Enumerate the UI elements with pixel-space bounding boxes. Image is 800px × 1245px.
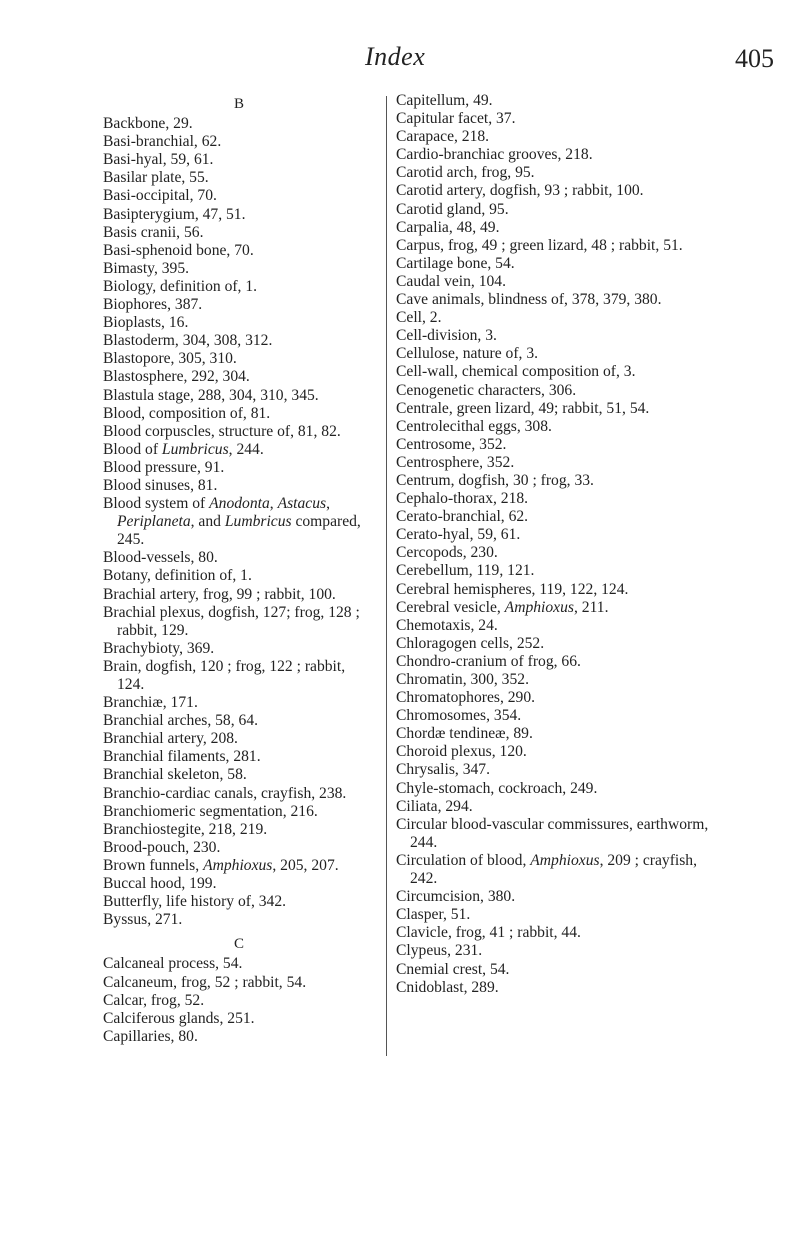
index-entry: Brachybioty, 369.	[103, 639, 215, 657]
index-entry: Blood system of Anodonta, Astacus, Periplaneta, and Lumbricus compared, 245.	[103, 495, 361, 549]
index-entry: Cell, 2.	[396, 309, 442, 327]
index-entry: Byssus, 271.	[103, 911, 183, 929]
right-column	[396, 92, 716, 997]
index-entry: Branchiostegite, 218, 219.	[103, 820, 268, 838]
index-entry: Chemotaxis, 24.	[396, 616, 498, 634]
index-entry: Choroid plexus, 120.	[396, 743, 527, 761]
index-entry: Chromatin, 300, 352.	[396, 671, 529, 688]
index-entry: Carpalia, 48, 49.	[396, 218, 500, 236]
index-entry: Blood pressure, 91.	[103, 458, 225, 476]
page-header	[0, 42, 800, 82]
index-entry: Brown funnels, Amphioxus, 205, 207.	[103, 856, 339, 874]
index-entry: Circumcision, 380.	[396, 888, 516, 906]
index-entry: Calcaneum, frog, 52 ; rabbit, 54.	[103, 973, 307, 991]
index-entry: Branchial artery, 208.	[103, 730, 238, 748]
index-entry: Clypeus, 231.	[396, 942, 483, 960]
index-entry: Capitular facet, 37.	[396, 110, 516, 128]
index-entry: Backbone, 29.	[103, 115, 193, 133]
index-entry: Cerebral hemispheres, 119, 122, 124.	[396, 580, 629, 598]
index-entry: Clavicle, frog, 41 ; rabbit, 44.	[396, 924, 581, 942]
index-entry: Branchial skeleton, 58.	[103, 766, 247, 784]
index-entry: Cephalo-thorax, 218.	[396, 490, 529, 508]
index-entry: Basis cranii, 56.	[103, 223, 204, 241]
index-entry: Bioplasts, 16.	[103, 314, 189, 332]
index-entry: Chordæ tendineæ, 89.	[396, 725, 533, 743]
index-entry: Basi-sphenoid bone, 70.	[103, 241, 254, 259]
index-entry: Cell-wall, chemical composition of, 3.	[396, 363, 636, 381]
index-entry: Brain, dogfish, 120 ; frog, 122 ; rabbit, 124.	[103, 657, 346, 693]
index-entry: Branchial arches, 58, 64.	[103, 712, 259, 730]
index-entry: Calciferous glands, 251.	[103, 1009, 255, 1027]
index-entry: Cnemial crest, 54.	[396, 960, 510, 978]
index-entry: Branchio-cardiac canals, crayfish, 238.	[103, 784, 347, 802]
index-entry: Circular blood-vascular commissures, earthworm, 244.	[396, 815, 709, 851]
index-entry: Blastosphere, 292, 304.	[103, 368, 250, 386]
index-entry: Carotid arch, frog, 95.	[396, 164, 535, 182]
index-entry: Capillaries, 80.	[103, 1027, 198, 1045]
index-entry: Capitellum, 49.	[396, 92, 493, 109]
index-entry: Ciliata, 294.	[396, 797, 473, 815]
index-entry: Blastoderm, 304, 308, 312.	[103, 332, 273, 350]
running-title: Index	[365, 42, 426, 71]
index-entry: Blastopore, 305, 310.	[103, 350, 237, 368]
index-entry: Cerebral vesicle, Amphioxus, 211.	[396, 598, 609, 616]
index-entry: Cave animals, blindness of, 378, 379, 380.	[396, 291, 662, 309]
entries-b	[103, 115, 375, 929]
index-entry: Centrolecithal eggs, 308.	[396, 417, 552, 435]
index-entry: Butterfly, life history of, 342.	[103, 893, 287, 911]
entries-right	[396, 92, 716, 997]
section-letter-c: C	[233, 936, 244, 953]
index-entry: Calcaneal process, 54.	[103, 955, 243, 973]
index-entry: Centrale, green lizard, 49; rabbit, 51, 54.	[396, 399, 650, 417]
index-entry: Blood-vessels, 80.	[103, 549, 218, 567]
index-entry: Centrum, dogfish, 30 ; frog, 33.	[396, 471, 594, 489]
index-entry: Carapace, 218.	[396, 128, 490, 146]
index-entry: Clasper, 51.	[396, 906, 471, 924]
index-entry: Cerato-hyal, 59, 61.	[396, 526, 521, 544]
index-entry: Cnidoblast, 289.	[396, 978, 499, 996]
index-entry: Chrysalis, 347.	[396, 761, 490, 779]
index-entry: Blastula stage, 288, 304, 310, 345.	[103, 386, 319, 404]
index-entry: Cardio-branchiac grooves, 218.	[396, 146, 593, 164]
index-entry: Cercopods, 230.	[396, 544, 498, 562]
index-entry: Cell-division, 3.	[396, 327, 497, 345]
section-letter-b: B	[233, 96, 244, 112]
index-entry: Brachial plexus, dogfish, 127; frog, 128 ; rabbit, 129.	[103, 603, 360, 639]
index-entry: Carpus, frog, 49 ; green lizard, 48 ; rabbit, 51.	[396, 236, 683, 254]
index-entry: Cerato-branchial, 62.	[396, 508, 529, 526]
index-entry: Branchiomeric segmentation, 216.	[103, 802, 318, 820]
index-entry: Chondro-cranium of frog, 66.	[396, 652, 581, 670]
index-entry: Branchial filaments, 281.	[103, 748, 261, 766]
index-entry: Carotid gland, 95.	[396, 200, 509, 218]
index-entry: Basi-branchial, 62.	[103, 133, 222, 151]
index-entry: Branchiæ, 171.	[103, 694, 198, 712]
index-entry: Centrosome, 352.	[396, 435, 507, 453]
entries-c	[103, 955, 375, 1045]
index-entry: Brachial artery, frog, 99 ; rabbit, 100.	[103, 585, 336, 603]
column-divider	[386, 96, 387, 1056]
index-entry: Botany, definition of, 1.	[103, 567, 252, 585]
index-entry: Circulation of blood, Amphioxus, 209 ; crayfish, 242.	[396, 851, 698, 888]
index-entry: Blood, composition of, 81.	[103, 404, 271, 422]
index-entry: Biology, definition of, 1.	[103, 277, 258, 295]
index-entry: Bimasty, 395.	[103, 259, 190, 277]
index-entry: Cenogenetic characters, 306.	[396, 381, 577, 399]
index-entry: Chromosomes, 354.	[396, 707, 522, 725]
index-entry: Blood corpuscles, structure of, 81, 82.	[103, 422, 341, 440]
index-entry: Chyle-stomach, cockroach, 249.	[396, 779, 598, 797]
index-entry: Basi-occipital, 70.	[103, 187, 217, 205]
index-entry: Buccal hood, 199.	[103, 875, 217, 893]
index-entry: Biophores, 387.	[103, 296, 203, 314]
index-entry: Basilar plate, 55.	[103, 169, 209, 187]
index-entry: Blood sinuses, 81.	[103, 476, 218, 494]
index-entry: Chromatophores, 290.	[396, 689, 536, 707]
index-entry: Calcar, frog, 52.	[103, 991, 205, 1009]
index-entry: Carotid artery, dogfish, 93 ; rabbit, 100.	[396, 182, 644, 200]
index-entry: Basi-hyal, 59, 61.	[103, 151, 214, 169]
index-entry: Chloragogen cells, 252.	[396, 634, 545, 652]
index-entry: Basipterygium, 47, 51.	[103, 205, 246, 223]
index-entry: Centrosphere, 352.	[396, 453, 515, 471]
index-entry: Blood of Lumbricus, 244.	[103, 440, 264, 458]
index-entry: Cerebellum, 119, 121.	[396, 562, 535, 580]
index-entry: Brood-pouch, 230.	[103, 838, 221, 856]
index-entry: Cellulose, nature of, 3.	[396, 345, 539, 363]
page-number: 405	[735, 44, 774, 73]
index-entry: Caudal vein, 104.	[396, 272, 507, 290]
index-entry: Cartilage bone, 54.	[396, 254, 515, 272]
left-column	[103, 92, 375, 1046]
